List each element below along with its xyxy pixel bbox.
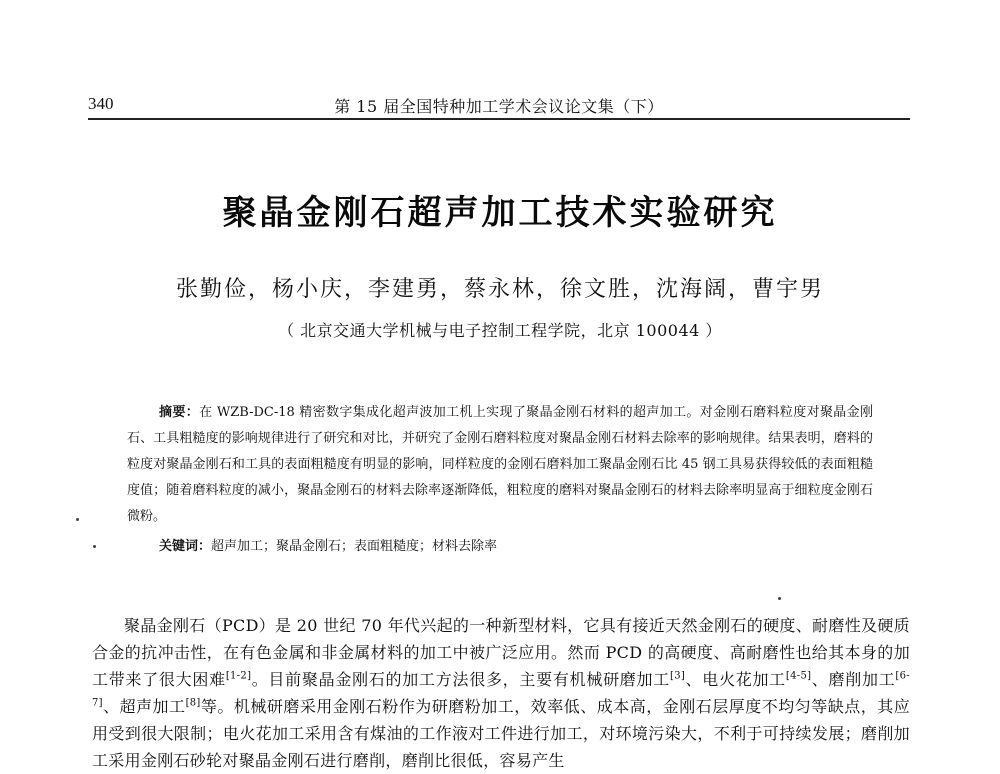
page-header xyxy=(88,92,910,120)
citation: [4-5] xyxy=(785,670,812,682)
page-number: 340 xyxy=(88,94,114,113)
body-text-segment: 、超声加工 xyxy=(102,697,186,716)
abstract xyxy=(127,400,873,530)
citation: [3] xyxy=(670,670,686,682)
body-text-segment: 等。机械研磨采用金刚石粉作为研磨粉加工，效率低、成本高，金刚石层厚度不均匀等缺点，其应用受到很大限制；电火花加工采用含有煤油的工作液对工件进行加工，对环境污染大，不利于可持续发展；磨削加工采用金刚石砂轮对聚晶金刚石进行磨削，磨削比很低，容易产生 xyxy=(92,697,910,770)
author-list: 张勤俭，杨小庆，李建勇，蔡永林，徐文胜，沈海阔，曹宇男 xyxy=(175,277,824,302)
abstract-label: 摘要： xyxy=(159,405,200,420)
journal-title: 第 15 届全国特种加工学术会议论文集（下） xyxy=(334,97,664,116)
scan-speck xyxy=(778,597,781,600)
keywords xyxy=(159,534,497,560)
body-text-segment: 。目前聚晶金刚石的加工方法很多，主要有机械研磨加工 xyxy=(251,670,671,689)
body-text-segment: 聚晶金刚石（PCD）是 20 世纪 70 年代兴起的一种新型材料，它具有接近天然金刚石的硬度、耐磨性及硬质合金的抗冲击性，在有色金属和非金属材料的加工中被广泛应用。然而 PCD 的高硬度、高耐磨性也给其本身的加工带来了很大困难 xyxy=(92,616,910,689)
keywords-label: 关键词： xyxy=(159,539,212,554)
paper-title: 聚晶金刚石超声加工技术实验研究 xyxy=(222,193,778,233)
scan-speck xyxy=(93,545,96,548)
keywords-text: 超声加工；聚晶金刚石；表面粗糙度；材料去除率 xyxy=(211,539,498,554)
affiliation: （ 北京交通大学机械与电子控制工程学院，北京 100044 ） xyxy=(278,321,722,340)
body-paragraph xyxy=(92,612,910,774)
citation: [6-7] xyxy=(92,670,910,709)
scan-speck xyxy=(76,518,79,521)
body-text-segment: 、电火花加工 xyxy=(685,670,786,689)
citation: [8] xyxy=(185,697,201,709)
abstract-text: 在 WZB-DC-18 精密数字集成化超声波加工机上实现了聚晶金刚石材料的超声加工。对金刚石磨料粒度对聚晶金刚石、工具粗糙度的影响规律进行了研究和对比，并研究了金刚石磨料粒度对聚晶金刚石材料去除率的影响规律。结果表明，磨料的粒度对聚晶金刚石和工具的表面粗糙度有明显的影响，同样粒度的金刚石磨料加工聚晶金刚石比 45 钢工具易获得较低的表面粗糙度值；随着磨料粒度的减小，聚晶金刚石的材料去除率逐渐降低，粗粒度的磨料对聚晶金刚石的材料去除率明显高于细粒度金刚石微粉。 xyxy=(127,405,873,524)
body-text-segment: 、磨削加工 xyxy=(811,670,896,689)
citation: [1-2] xyxy=(225,670,252,682)
